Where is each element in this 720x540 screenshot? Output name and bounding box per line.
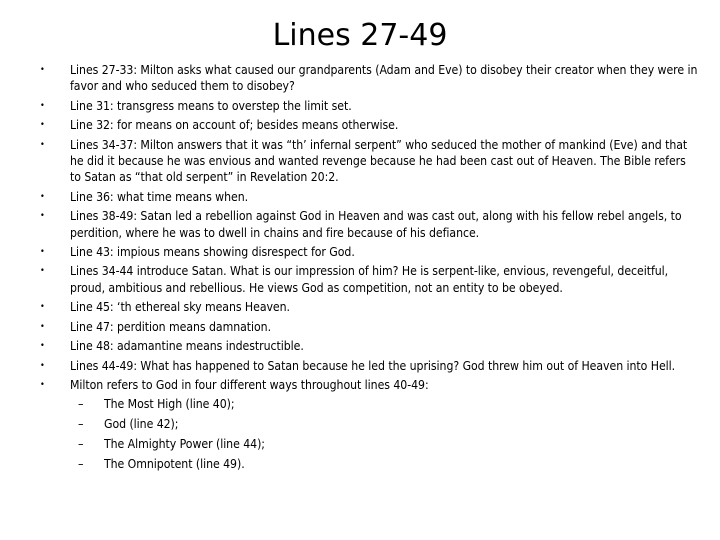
bullet-icon: •	[40, 360, 45, 371]
list-item-text: Line 45: ‘th ethereal sky means Heaven.	[70, 300, 290, 315]
sub-list-item-text: God (line 42);	[104, 417, 179, 432]
list-item	[40, 137, 700, 186]
list-item-text: Line 43: impious means showing disrespect for God.	[70, 245, 355, 260]
dash-icon: –	[78, 417, 84, 432]
list-item	[40, 208, 700, 241]
sub-list-item-text: The Most High (line 40);	[104, 397, 235, 412]
sub-list-item	[78, 416, 700, 432]
list-item	[40, 338, 700, 354]
bullet-icon: •	[40, 191, 45, 202]
list-item	[40, 189, 700, 205]
sub-list-item	[78, 396, 700, 412]
list-item	[40, 62, 700, 95]
list-item	[40, 299, 700, 315]
list-item-text: Line 47: perdition means damnation.	[70, 319, 272, 334]
sub-list-item	[78, 456, 700, 472]
bullet-icon: •	[40, 211, 45, 222]
dash-icon: –	[78, 457, 84, 472]
list-item-text: Lines 44-49: What has happened to Satan because he led the uprising? God threw him out of Heaven into Hell.	[70, 358, 676, 373]
list-item-text: Line 31: transgress means to overstep the limit set.	[70, 98, 352, 113]
list-item	[40, 98, 700, 114]
list-item-text: Lines 34-44 introduce Satan. What is our impression of him? He is serpent-like, envious, revengeful, deceitful, proud, ambitious and rebellious. He views God as competition, not an entity to be obeyed.	[70, 264, 669, 295]
list-item-text: Lines 34-37: Milton answers that it was “th’ infernal serpent” who seduced the mother of mankind (Eve) and that he did it because he was envious and wanted revenge because he had been cast out of Heaven. The Bible refers to Satan as “that old serpent” in Revelation 20:2.	[70, 137, 688, 185]
bullet-icon: •	[40, 120, 45, 131]
sub-list	[70, 396, 700, 472]
bullet-icon: •	[40, 100, 45, 111]
slide-content	[40, 62, 700, 476]
bullet-icon: •	[40, 139, 45, 150]
dash-icon: –	[78, 437, 84, 452]
list-item-text: Line 32: for means on account of; besides means otherwise.	[70, 118, 399, 133]
sub-list-item-text: The Almighty Power (line 44);	[104, 437, 265, 452]
bullet-icon: •	[40, 65, 45, 75]
list-item	[40, 319, 700, 335]
bullet-list	[40, 62, 700, 472]
list-item-text: Lines 27-33: Milton asks what caused our grandparents (Adam and Eve) to disobey their creator when they were in favor and who seduced them to disobey?	[70, 63, 698, 94]
bullet-icon: •	[40, 247, 45, 258]
list-item-text: Lines 38-49: Satan led a rebellion against God in Heaven and was cast out, along with his fellow rebel angels, to perdition, where he was to dwell in chains and fire because of his defiance.	[70, 209, 682, 240]
sub-list-item	[78, 436, 700, 452]
bullet-icon: •	[40, 341, 45, 352]
bullet-icon: •	[40, 302, 45, 313]
list-item-text: Milton refers to God in four different ways throughout lines 40-49:	[70, 377, 429, 392]
dash-icon: –	[78, 397, 84, 412]
list-item	[40, 244, 700, 260]
slide-title: Lines 27-49	[272, 18, 448, 53]
list-item-text: Line 36: what time means when.	[70, 189, 249, 204]
sub-list-item-text: The Omnipotent (line 49).	[104, 457, 245, 472]
list-item	[40, 263, 700, 296]
list-item	[40, 377, 700, 473]
bullet-icon: •	[40, 379, 45, 390]
bullet-icon: •	[40, 321, 45, 332]
list-item-text: Line 48: adamantine means indestructible.	[70, 339, 304, 354]
list-item	[40, 358, 700, 374]
bullet-icon: •	[40, 266, 45, 277]
list-item	[40, 117, 700, 133]
